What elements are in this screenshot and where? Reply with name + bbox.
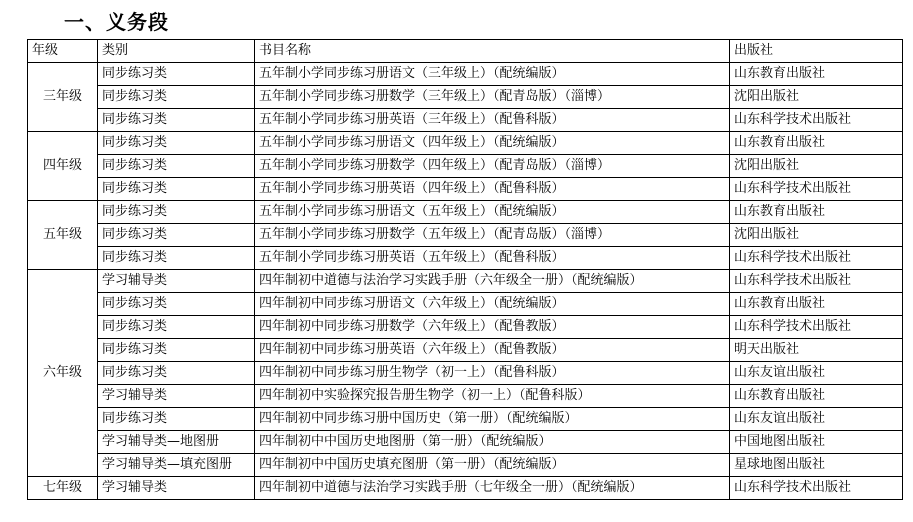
grade-cell: 六年级 (28, 270, 98, 477)
category-cell: 同步练习类 (98, 247, 255, 270)
category-cell: 同步练习类 (98, 408, 255, 431)
table-header-row (28, 40, 903, 63)
grade-cell: 四年级 (28, 132, 98, 201)
title-cell: 四年制初中道德与法治学习实践手册（七年级全一册）（配统编版） (255, 477, 730, 500)
table-row (28, 454, 903, 477)
title-cell: 五年制小学同步练习册英语（三年级上）（配鲁科版） (255, 109, 730, 132)
publisher-cell: 山东教育出版社 (730, 293, 903, 316)
category-cell: 同步练习类 (98, 63, 255, 86)
publisher-cell: 山东科学技术出版社 (730, 477, 903, 500)
category-cell: 同步练习类 (98, 293, 255, 316)
category-cell: 学习辅导类—地图册 (98, 431, 255, 454)
title-cell: 四年制初中实验探究报告册生物学（初一上）（配鲁科版） (255, 385, 730, 408)
publisher-cell: 山东教育出版社 (730, 132, 903, 155)
publisher-cell: 山东教育出版社 (730, 63, 903, 86)
table-row (28, 316, 903, 339)
table-row (28, 132, 903, 155)
publisher-cell: 沈阳出版社 (730, 86, 903, 109)
table-row (28, 477, 903, 500)
publisher-cell: 山东友谊出版社 (730, 408, 903, 431)
table-row (28, 201, 903, 224)
category-cell: 学习辅导类—填充图册 (98, 454, 255, 477)
table-row (28, 431, 903, 454)
title-cell: 五年制小学同步练习册数学（四年级上）（配青岛版）（淄博） (255, 155, 730, 178)
table-row (28, 362, 903, 385)
title-cell: 四年制初中同步练习册中国历史（第一册）（配统编版） (255, 408, 730, 431)
category-cell: 同步练习类 (98, 362, 255, 385)
title-cell: 四年制初中同步练习册数学（六年级上）（配鲁教版） (255, 316, 730, 339)
table-row (28, 247, 903, 270)
table-row (28, 178, 903, 201)
category-cell: 同步练习类 (98, 178, 255, 201)
grade-cell: 三年级 (28, 63, 98, 132)
header-title: 书目名称 (255, 40, 730, 63)
publisher-cell: 山东科学技术出版社 (730, 270, 903, 293)
title-cell: 四年制初中同步练习册生物学（初一上）（配鲁科版） (255, 362, 730, 385)
table-row (28, 385, 903, 408)
category-cell: 同步练习类 (98, 201, 255, 224)
grade-cell: 五年级 (28, 201, 98, 270)
publisher-cell: 沈阳出版社 (730, 155, 903, 178)
category-cell: 同步练习类 (98, 339, 255, 362)
book-list-table (27, 39, 903, 500)
publisher-cell: 山东科学技术出版社 (730, 109, 903, 132)
title-cell: 五年制小学同步练习册语文（四年级上）（配统编版） (255, 132, 730, 155)
table-row (28, 109, 903, 132)
header-publisher: 出版社 (730, 40, 903, 63)
category-cell: 同步练习类 (98, 224, 255, 247)
category-cell: 学习辅导类 (98, 477, 255, 500)
table-body (28, 63, 903, 500)
grade-cell: 七年级 (28, 477, 98, 500)
table-row (28, 408, 903, 431)
publisher-cell: 山东教育出版社 (730, 385, 903, 408)
category-cell: 学习辅导类 (98, 385, 255, 408)
title-cell: 四年制初中同步练习册英语（六年级上）（配鲁教版） (255, 339, 730, 362)
publisher-cell: 山东科学技术出版社 (730, 316, 903, 339)
table-row (28, 270, 903, 293)
table-row (28, 293, 903, 316)
title-cell: 四年制初中同步练习册语文（六年级上）（配统编版） (255, 293, 730, 316)
table-row (28, 86, 903, 109)
title-cell: 五年制小学同步练习册数学（三年级上）（配青岛版）（淄博） (255, 86, 730, 109)
publisher-cell: 沈阳出版社 (730, 224, 903, 247)
category-cell: 同步练习类 (98, 155, 255, 178)
category-cell: 同步练习类 (98, 109, 255, 132)
title-cell: 四年制初中中国历史地图册（第一册）（配统编版） (255, 431, 730, 454)
publisher-cell: 山东科学技术出版社 (730, 178, 903, 201)
table-row (28, 339, 903, 362)
title-cell: 五年制小学同步练习册语文（三年级上）（配统编版） (255, 63, 730, 86)
title-cell: 四年制初中中国历史填充图册（第一册）（配统编版） (255, 454, 730, 477)
title-cell: 五年制小学同步练习册语文（五年级上）（配统编版） (255, 201, 730, 224)
title-cell: 四年制初中道德与法治学习实践手册（六年级全一册）（配统编版） (255, 270, 730, 293)
section-title: 一、义务段 (64, 10, 169, 34)
category-cell: 学习辅导类 (98, 270, 255, 293)
publisher-cell: 山东科学技术出版社 (730, 247, 903, 270)
publisher-cell: 山东教育出版社 (730, 201, 903, 224)
title-cell: 五年制小学同步练习册英语（四年级上）（配鲁科版） (255, 178, 730, 201)
title-cell: 五年制小学同步练习册数学（五年级上）（配青岛版）（淄博） (255, 224, 730, 247)
category-cell: 同步练习类 (98, 86, 255, 109)
table-row (28, 155, 903, 178)
publisher-cell: 中国地图出版社 (730, 431, 903, 454)
title-cell: 五年制小学同步练习册英语（五年级上）（配鲁科版） (255, 247, 730, 270)
table-row (28, 224, 903, 247)
category-cell: 同步练习类 (98, 316, 255, 339)
publisher-cell: 星球地图出版社 (730, 454, 903, 477)
header-category: 类别 (98, 40, 255, 63)
category-cell: 同步练习类 (98, 132, 255, 155)
header-grade: 年级 (28, 40, 98, 63)
publisher-cell: 明天出版社 (730, 339, 903, 362)
table-row (28, 63, 903, 86)
publisher-cell: 山东友谊出版社 (730, 362, 903, 385)
